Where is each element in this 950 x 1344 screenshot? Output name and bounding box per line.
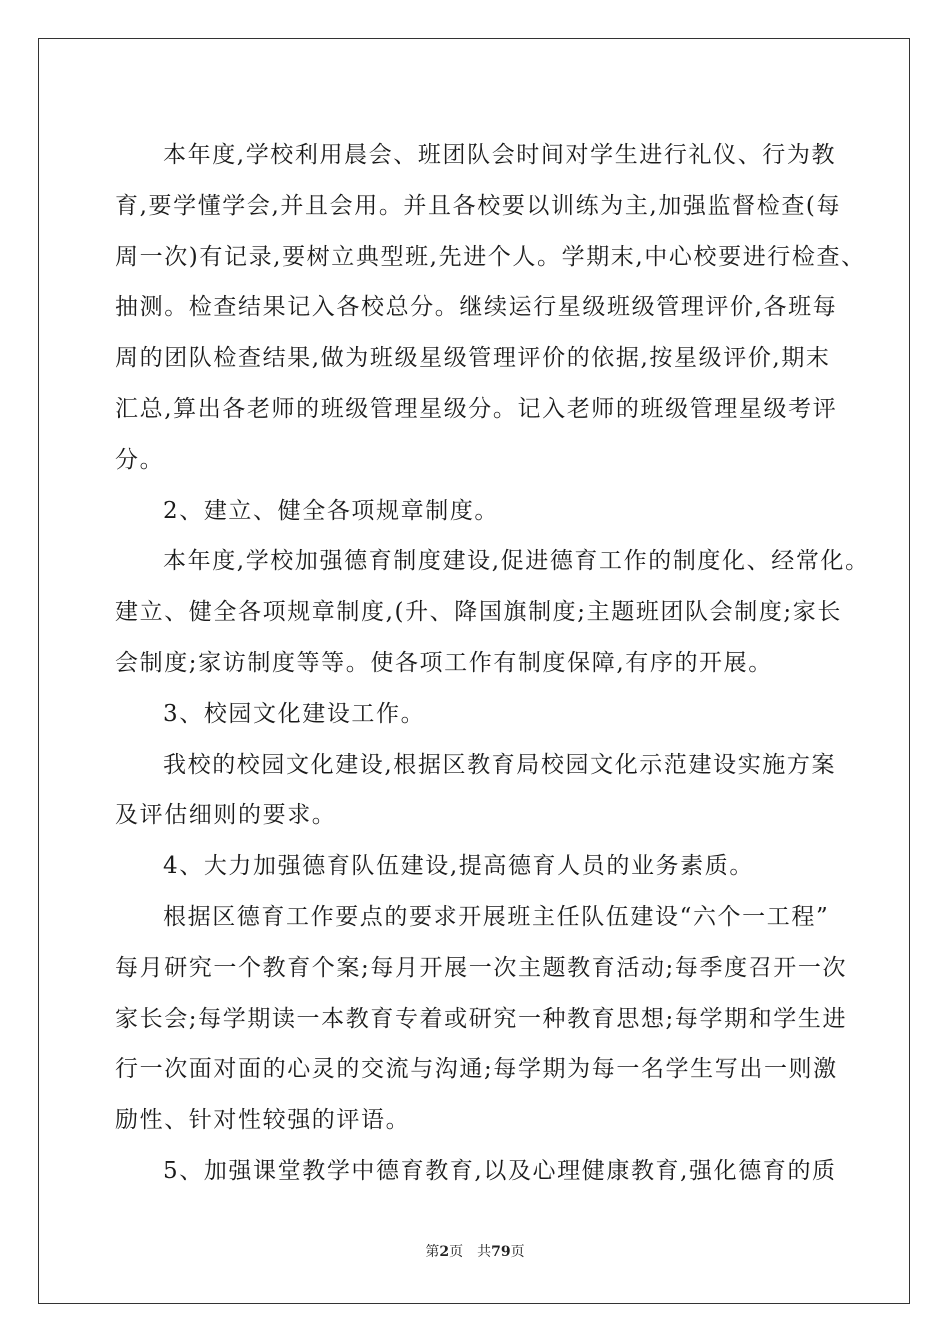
total-prefix: 共	[477, 1244, 492, 1260]
section-heading: 5、加强课堂教学中德育教育,以及心理健康教育,强化德育的质	[163, 1157, 837, 1184]
text-line: 及评估细则的要求。	[115, 802, 337, 829]
section-heading: 4、大力加强德育队伍建设,提高德育人员的业务素质。	[163, 853, 754, 880]
text-line: 每月研究一个教育个案;每月开展一次主题教育活动;每季度召开一次	[115, 954, 848, 981]
text-line: 育,要学懂学会,并且会用。并且各校要以训练为主,加强监督检查(每	[115, 192, 842, 219]
total-pages: 79	[491, 1244, 511, 1260]
page-number: 2	[439, 1244, 450, 1260]
document-body	[115, 130, 870, 1197]
page-footer	[0, 1242, 950, 1262]
text-line: 我校的校园文化建设,根据区教育局校园文化示范建设实施方案	[163, 751, 837, 778]
section-heading: 3、校园文化建设工作。	[163, 700, 426, 727]
page-prefix: 第	[425, 1244, 440, 1260]
text-line: 本年度,学校加强德育制度建设,促进德育工作的制度化、经常化。	[163, 548, 870, 575]
text-line: 建立、健全各项规章制度,(升、降国旗制度;主题班团队会制度;家长	[115, 599, 842, 626]
text-line: 根据区德育工作要点的要求开展班主任队伍建设“六个一工程”	[163, 903, 830, 930]
text-line: 周一次)有记录,要树立典型班,先进个人。学期末,中心校要进行检查、	[115, 243, 866, 270]
total-suffix: 页	[510, 1244, 525, 1260]
text-line: 抽测。检查结果记入各校总分。继续运行星级班级管理评价,各班每	[115, 294, 838, 321]
page-suffix: 页	[449, 1244, 464, 1260]
section-heading: 2、建立、健全各项规章制度。	[163, 497, 500, 524]
text-line: 汇总,算出各老师的班级管理星级分。记入老师的班级管理星级考评	[115, 395, 838, 422]
text-line: 会制度;家访制度等等。使各项工作有制度保障,有序的开展。	[115, 649, 773, 676]
text-line: 家长会;每学期读一本教育专着或研究一种教育思想;每学期和学生进	[115, 1005, 848, 1032]
text-line: 行一次面对面的心灵的交流与沟通;每学期为每一名学生写出一则激	[115, 1056, 838, 1083]
text-line: 励性、针对性较强的评语。	[115, 1107, 411, 1134]
text-line: 分。	[115, 446, 165, 473]
text-line: 本年度,学校利用晨会、班团队会时间对学生进行礼仪、行为教	[163, 142, 837, 168]
text-line: 周的团队检查结果,做为班级星级管理评价的依据,按星级评价,期末	[115, 345, 831, 372]
